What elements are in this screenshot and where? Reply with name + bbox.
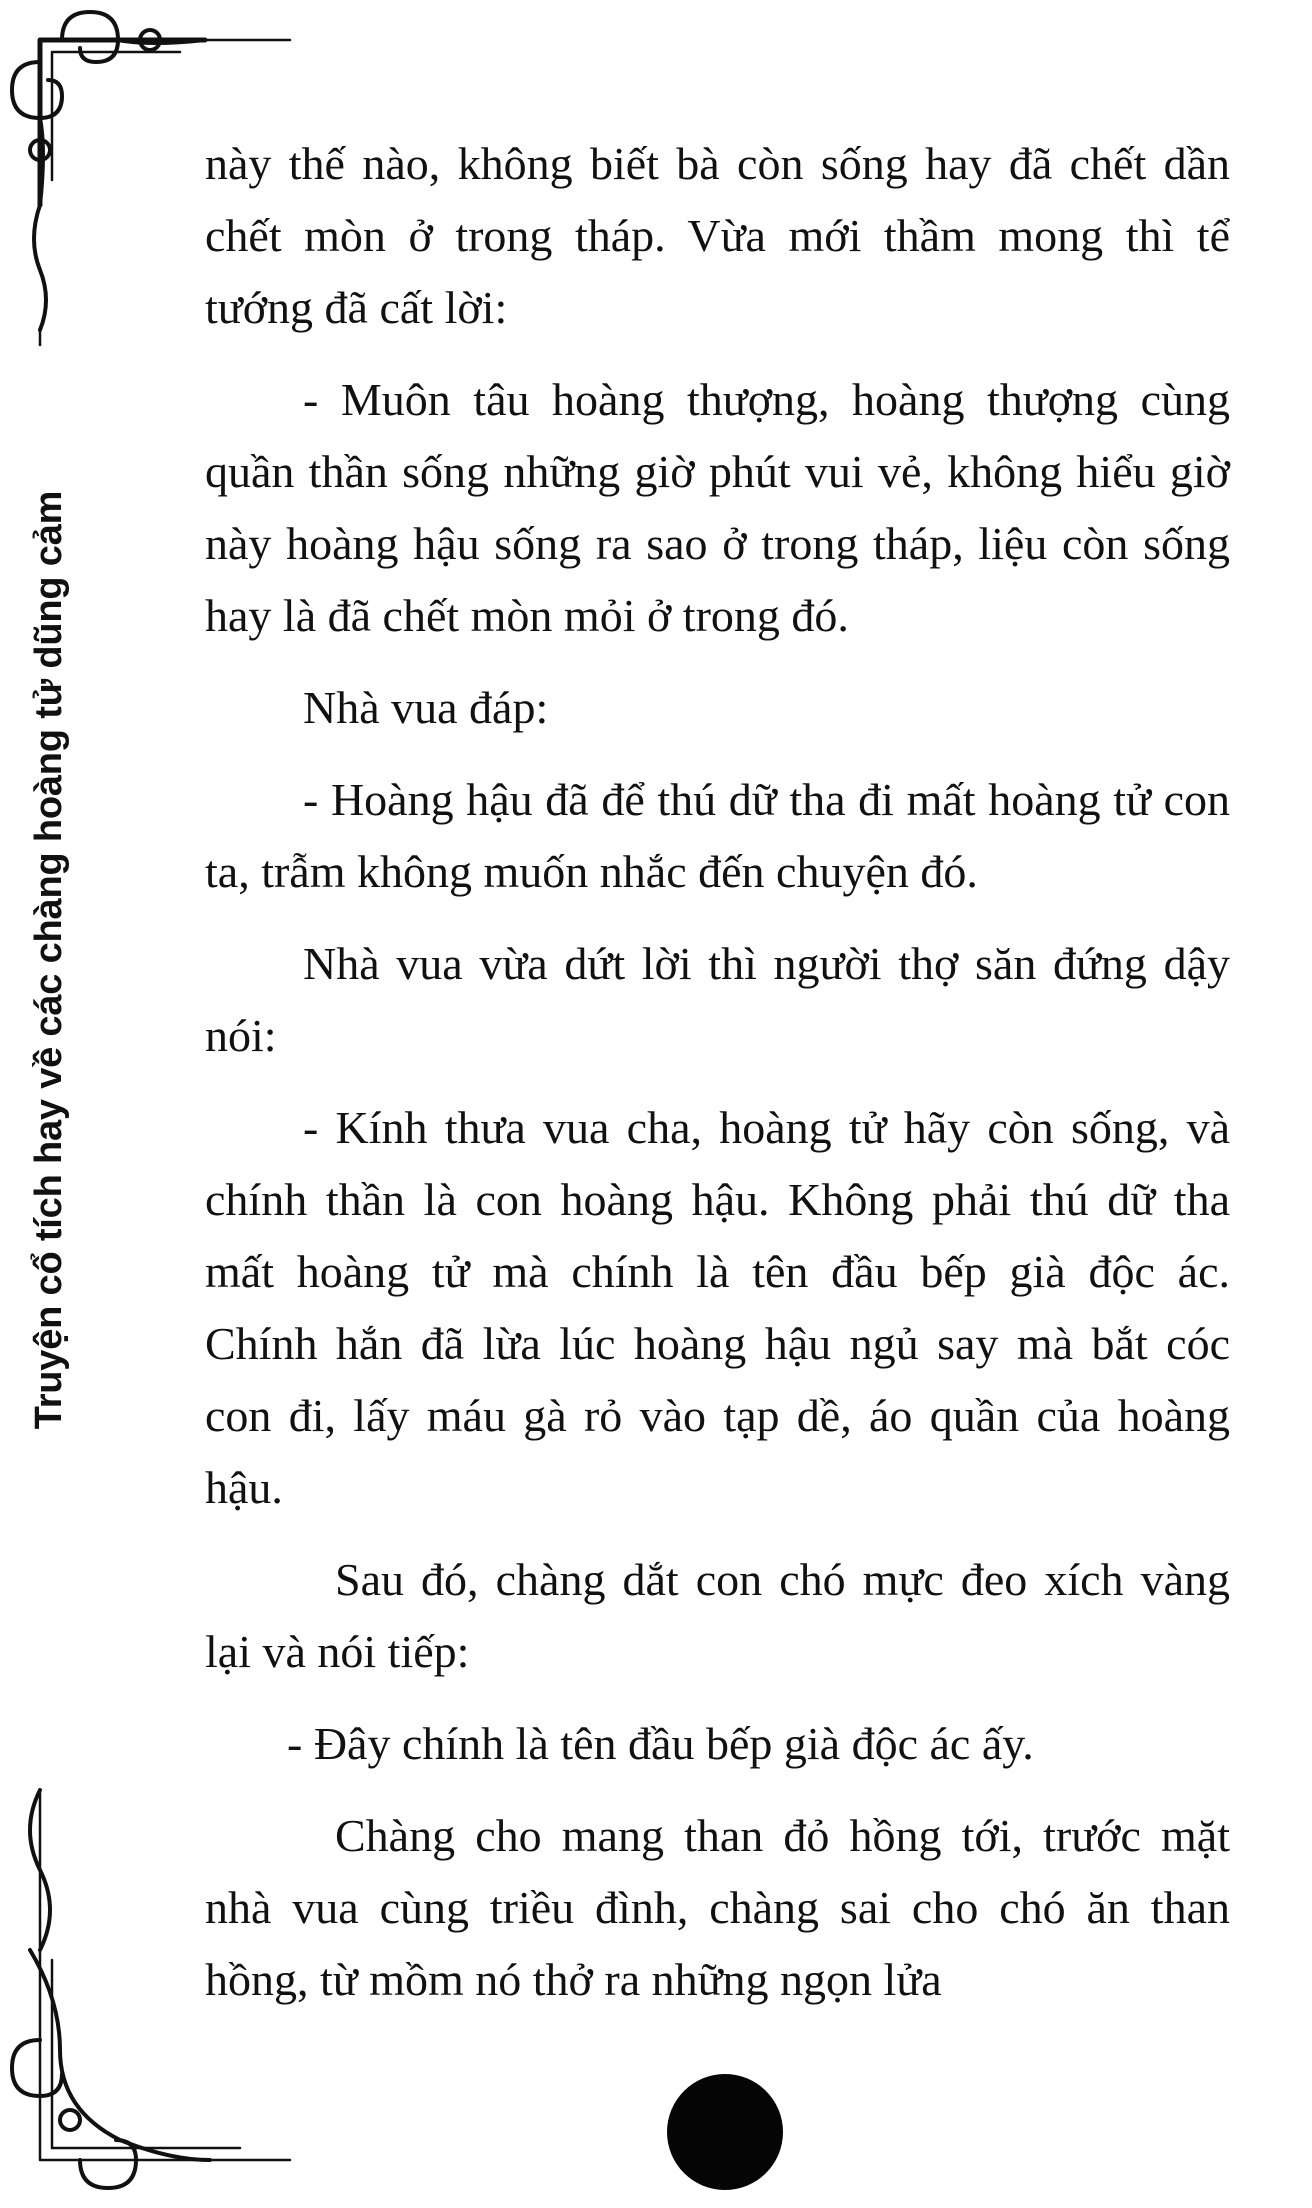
page-number: 58 bbox=[667, 2074, 783, 2190]
body-text bbox=[205, 128, 1230, 2036]
paragraph-2: - Muôn tâu hoàng thượng, hoàng thượng cùng quần thần sống những giờ phút vui vẻ, không hiểu giờ này hoàng hậu sống ra sao ở trong tháp, liệu còn sống hay là đã chết mòn mỏi ở trong đó. bbox=[205, 374, 1230, 641]
paragraph-4: - Hoàng hậu đã để thú dữ tha đi mất hoàng tử con ta, trẫm không muốn nhắc đến chuyện đó. bbox=[205, 774, 1230, 897]
paragraph-5: Nhà vua vừa dứt lời thì người thợ săn đứng dậy nói: bbox=[205, 938, 1230, 1061]
paragraph-9: Chàng cho mang than đỏ hồng tới, trước mặt nhà vua cùng triều đình, chàng sai cho chó ăn than hồng, từ mồm nó thở ra những ngọn lửa bbox=[205, 1810, 1230, 2005]
paragraph-3: Nhà vua đáp: bbox=[303, 682, 549, 733]
paragraph-6: - Kính thưa vua cha, hoàng tử hãy còn sống, và chính thần là con hoàng hậu. Không phải thú dữ tha mất hoàng tử mà chính là tên đầu bếp già độc ác. Chính hắn đã lừa lúc hoàng hậu ngủ say mà bắt cóc con đi, lấy máu gà rỏ vào tạp dề, áo quần của hoàng hậu. bbox=[205, 1102, 1230, 1513]
running-title: Truyện cổ tích hay về các chàng hoàng tử dũng cảm bbox=[28, 490, 70, 1430]
paragraph-1: này thế nào, không biết bà còn sống hay đã chết dần chết mòn ở trong tháp. Vừa mới thầm mong thì tể tướng đã cất lời: bbox=[205, 138, 1230, 333]
paragraph-7: Sau đó, chàng dắt con chó mực đeo xích vàng lại và nói tiếp: bbox=[205, 1554, 1230, 1677]
paragraph-8: - Đây chính là tên đầu bếp già độc ác ấy. bbox=[287, 1718, 1034, 1769]
